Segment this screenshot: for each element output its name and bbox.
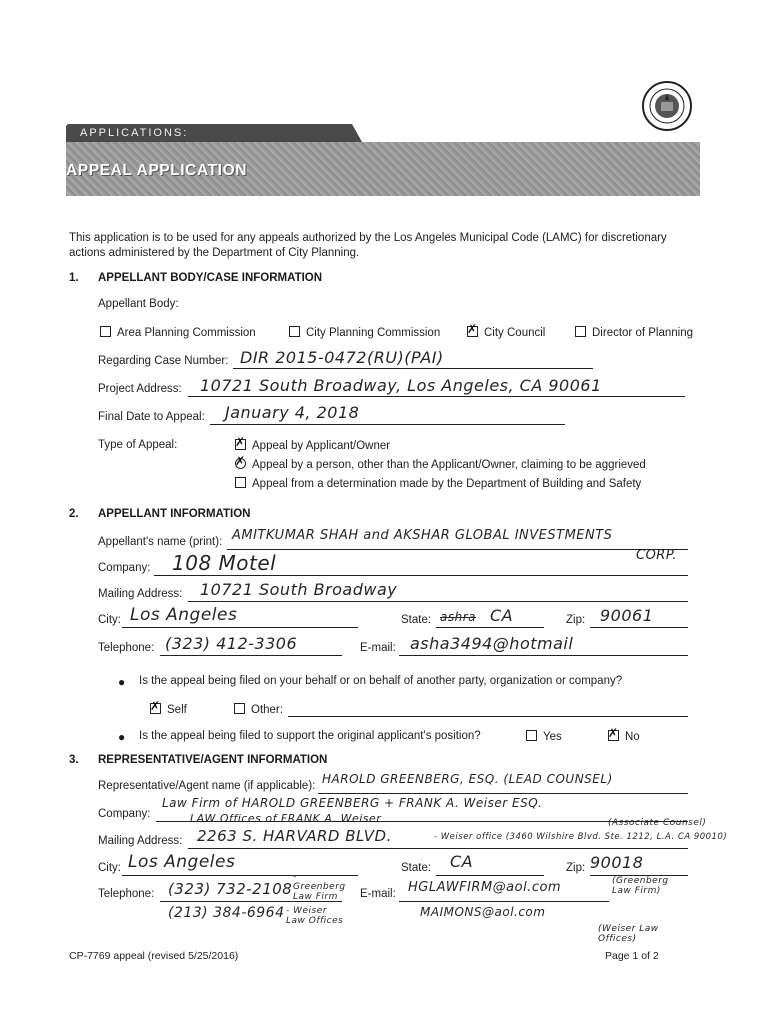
applications-tab xyxy=(66,124,352,142)
project-address-label: Project Address: xyxy=(98,383,182,395)
final-date-value[interactable]: January 4, 2018 xyxy=(225,403,360,422)
rep-mailing-value[interactable]: 2263 S. HARVARD BLVD. xyxy=(197,827,392,845)
appellant-name-value[interactable]: AMITKUMAR SHAH and AKSHAR GLOBAL INVESTMENTS xyxy=(232,528,613,543)
page-title: APPEAL APPLICATION xyxy=(66,162,248,179)
checkbox-council-checked[interactable]: ✗ xyxy=(467,322,478,336)
option-yes[interactable]: Yes xyxy=(526,730,562,743)
rep-email-note: (Greenberg Law Firm) xyxy=(612,876,669,896)
rep-company-label: Company: xyxy=(98,808,151,820)
rep-telephone-value-2: (213) 384-6964 xyxy=(168,905,285,921)
section-1-title: APPELLANT BODY/CASE INFORMATION xyxy=(98,272,323,284)
rep-email-note-2: (Weiser Law Offices) xyxy=(598,924,659,944)
rep-company-value-3: (Associate Counsel) xyxy=(608,818,707,828)
checkbox-apc[interactable] xyxy=(100,326,111,337)
rep-name-line xyxy=(318,793,688,794)
bullet-icon: ● xyxy=(118,730,126,744)
final-date-label: Final Date to Appeal: xyxy=(98,411,205,423)
rep-telephone-value[interactable]: (323) 732-2108 xyxy=(168,880,293,898)
form-id: CP-7769 appeal (revised 5/25/2016) xyxy=(69,950,239,962)
email-label: E-mail: xyxy=(360,642,396,654)
checkbox-type-dbs[interactable] xyxy=(235,477,246,488)
appellant-name-value-cont: CORP. xyxy=(636,548,678,563)
telephone-label: Telephone: xyxy=(98,642,155,654)
project-address-line xyxy=(188,396,685,397)
checkbox-no-checked[interactable]: ✗ xyxy=(608,726,619,740)
email-line xyxy=(399,655,688,656)
rep-telephone-note: - Greenberg Law Firm xyxy=(293,872,346,902)
option-area-planning-commission[interactable]: Area Planning Commission xyxy=(100,326,256,339)
telephone-value[interactable]: (323) 412-3306 xyxy=(165,634,298,653)
state-line xyxy=(436,627,544,628)
state-value-struck: ashra xyxy=(440,610,476,624)
rep-company-value-2: LAW Offices of FRANK A. Weiser xyxy=(190,812,382,825)
checkbox-other[interactable] xyxy=(234,703,245,714)
case-number-value[interactable]: DIR 2015-0472(RU)(PAI) xyxy=(240,348,444,367)
zip-line xyxy=(590,627,688,628)
tab-notch xyxy=(352,124,362,142)
option-self[interactable]: ✗ Self xyxy=(150,699,187,716)
rep-email-value[interactable]: HGLAWFIRM@aol.com xyxy=(408,880,562,895)
project-address-value[interactable]: 10721 South Broadway, Los Angeles, CA 90061 xyxy=(200,376,602,395)
rep-company-value[interactable]: Law Firm of HAROLD GREENBERG + FRANK A. Weiser ESQ. xyxy=(162,796,543,810)
checkbox-cpc[interactable] xyxy=(289,326,300,337)
checkbox-type-applicant[interactable]: ✗ xyxy=(235,435,246,449)
section-2-title: APPELLANT INFORMATION xyxy=(98,508,251,520)
type-applicant-owner[interactable]: ✗ Appeal by Applicant/Owner xyxy=(235,435,391,452)
case-number-line xyxy=(233,368,593,369)
zip-label: Zip: xyxy=(566,614,586,626)
checkbox-director[interactable] xyxy=(575,326,586,337)
checkbox-self-checked[interactable]: ✗ xyxy=(150,699,161,713)
rep-city-value[interactable]: Los Angeles xyxy=(128,852,236,872)
company-line xyxy=(154,575,688,576)
mailing-address-value[interactable]: 10721 South Broadway xyxy=(200,580,398,599)
rep-name-label: Representative/Agent name (if applicable): xyxy=(98,780,316,792)
appellant-name-label: Appellant's name (print): xyxy=(98,536,223,548)
rep-email-label: E-mail: xyxy=(360,888,396,900)
rep-zip-label: Zip: xyxy=(566,862,586,874)
intro-paragraph: This application is to be used for any appeals authorized by the Los Angeles Municipal Code (LAMC) for discretionary actions administered by the Department of City Planning. xyxy=(69,232,667,259)
section-3-number: 3. xyxy=(69,754,79,766)
rep-mailing-note: - Weiser office (3460 Wilshire Blvd. Ste. 1212, L.A. CA 90010) xyxy=(434,832,728,842)
rep-email-value-2: MAIMONS@aol.com xyxy=(420,905,546,919)
rep-state-value[interactable]: CA xyxy=(450,852,474,871)
page-number: Page 1 of 2 xyxy=(605,950,659,962)
rep-state-line xyxy=(436,875,544,876)
question-behalf: Is the appeal being filed on your behalf or on behalf of another party, organization or company? xyxy=(139,675,623,687)
rep-email-line xyxy=(399,901,609,902)
city-seal-icon xyxy=(641,80,693,132)
rep-telephone-note-2: - Weiser Law Offices xyxy=(286,906,344,926)
city-value[interactable]: Los Angeles xyxy=(130,605,238,625)
state-label: State: xyxy=(401,614,432,626)
option-city-council[interactable]: ✗ City Council xyxy=(467,322,546,339)
section-1-number: 1. xyxy=(69,272,79,284)
company-label: Company: xyxy=(98,562,151,574)
section-2-number: 2. xyxy=(69,508,79,520)
company-value[interactable]: 108 Motel xyxy=(172,551,277,575)
type-of-appeal-label: Type of Appeal: xyxy=(98,439,178,451)
rep-state-label: State: xyxy=(401,862,432,874)
rep-mailing-label: Mailing Address: xyxy=(98,835,183,847)
type-aggrieved-party[interactable]: ✗ Appeal by a person, other than the Applicant/Owner, claiming to be aggrieved xyxy=(235,454,646,471)
option-no[interactable]: ✗ No xyxy=(608,726,640,743)
option-other[interactable]: Other: xyxy=(234,703,283,716)
rep-city-label: City: xyxy=(98,862,121,874)
mailing-address-line xyxy=(188,601,688,602)
bullet-icon: ● xyxy=(118,675,126,689)
rep-name-value[interactable]: HAROLD GREENBERG, ESQ. (LEAD COUNSEL) xyxy=(322,772,613,786)
city-line xyxy=(122,627,358,628)
rep-mailing-line xyxy=(188,848,688,849)
appellant-body-label: Appellant Body: xyxy=(98,298,179,310)
section-label: APPLICATIONS: xyxy=(80,127,189,139)
checkbox-type-aggrieved[interactable]: ✗ xyxy=(235,454,246,468)
state-value[interactable]: CA xyxy=(490,606,514,625)
question-support: Is the appeal being filed to support the original applicant's position? xyxy=(139,730,481,742)
type-building-safety[interactable]: Appeal from a determination made by the Department of Building and Safety xyxy=(235,477,641,490)
appellant-name-line xyxy=(227,549,688,550)
section-3-title: REPRESENTATIVE/AGENT INFORMATION xyxy=(98,754,328,766)
final-date-line xyxy=(210,424,565,425)
option-city-planning-commission[interactable]: City Planning Commission xyxy=(289,326,440,339)
other-line xyxy=(288,716,688,717)
checkbox-yes[interactable] xyxy=(526,730,537,741)
mailing-address-label: Mailing Address: xyxy=(98,588,183,600)
option-director-of-planning[interactable]: Director of Planning xyxy=(575,326,693,339)
rep-telephone-label: Telephone: xyxy=(98,888,155,900)
case-number-label: Regarding Case Number: xyxy=(98,355,229,367)
telephone-line xyxy=(160,655,342,656)
email-value[interactable]: asha3494@hotmail xyxy=(410,634,574,653)
city-label: City: xyxy=(98,614,121,626)
rep-zip-value[interactable]: 90018 xyxy=(590,853,644,872)
zip-value[interactable]: 90061 xyxy=(600,606,654,625)
